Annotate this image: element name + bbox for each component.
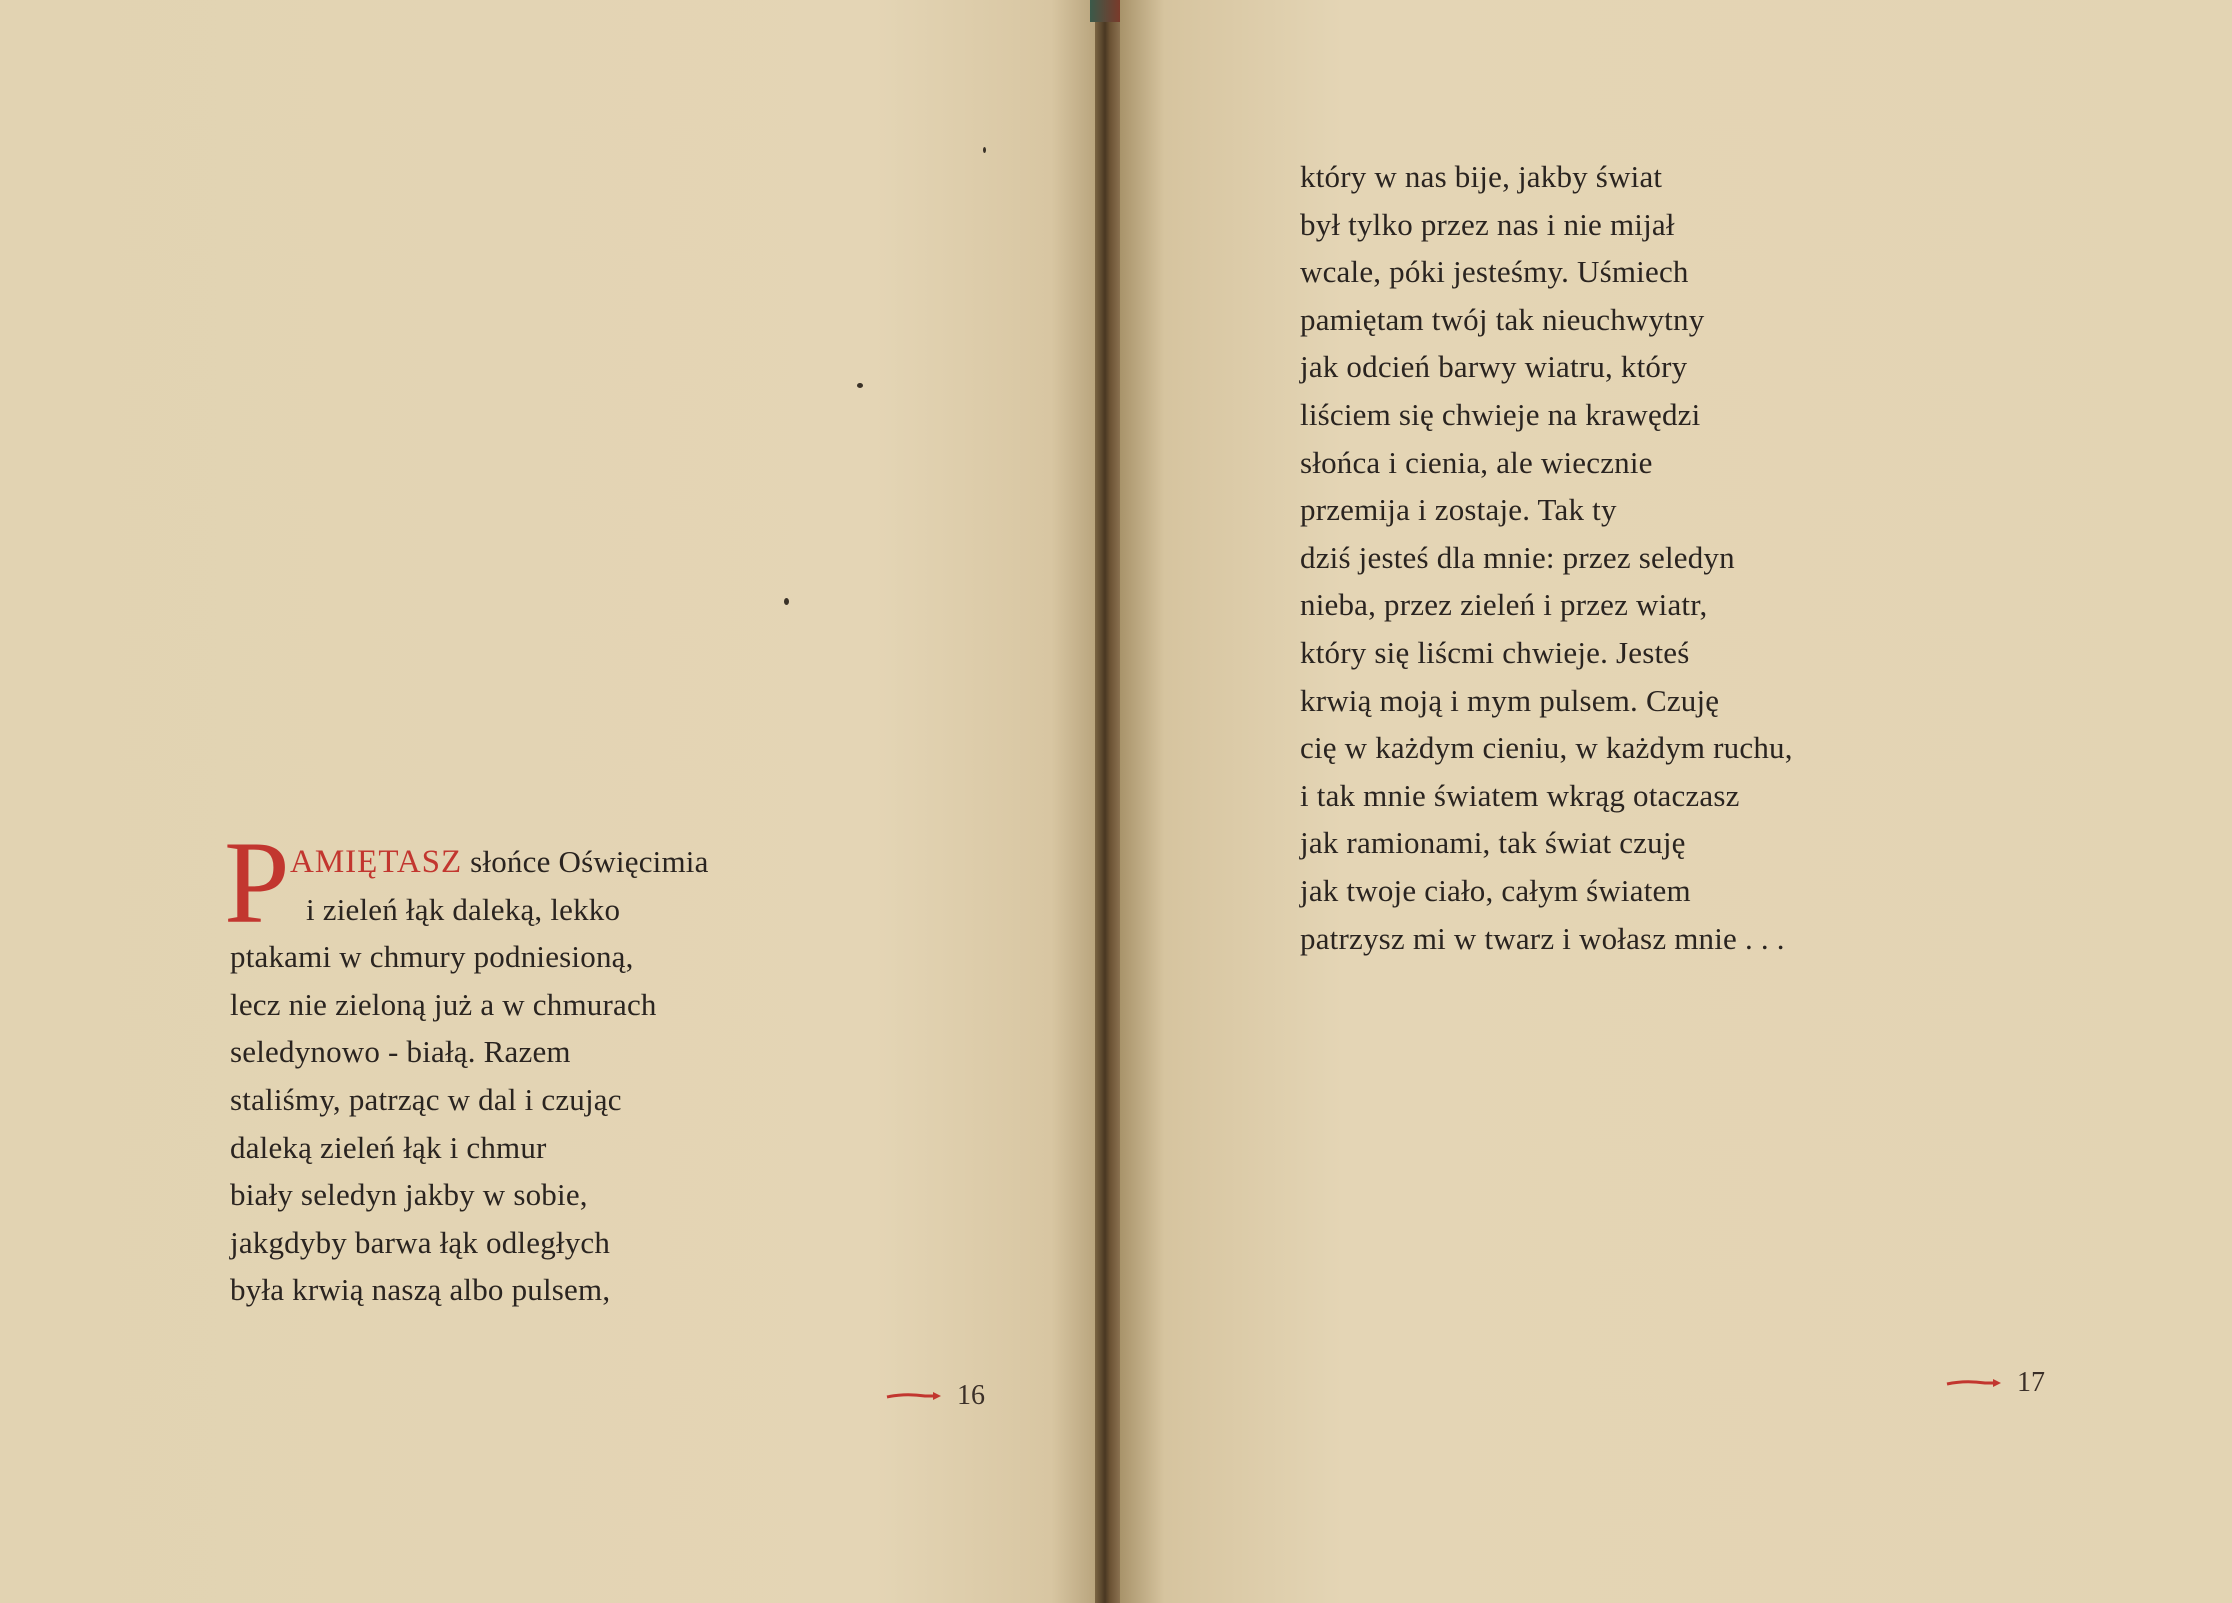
poem-line: który w nas bije, jakby świat <box>1300 159 1663 194</box>
poem-line: jak twoje ciało, całym światem <box>1300 872 1691 908</box>
left-page <box>0 0 1095 1603</box>
poem-line: staliśmy, patrząc w dal i czując <box>230 1081 622 1117</box>
poem-line <box>230 838 709 886</box>
poem-line: biały seledyn jakby w sobie, <box>230 1177 588 1213</box>
poem-line: i zieleń łąk daleką, lekko <box>306 891 621 927</box>
poem-line: liściem się chwieje na krawędzi <box>1300 396 1701 432</box>
poem-line: seledynowo - białą. Razem <box>230 1034 571 1070</box>
poem-line: krwią moją i mym pulsem. Czuję <box>1300 682 1720 718</box>
page-number-left <box>885 1380 985 1412</box>
poem-line: była krwią naszą albo pulsem, <box>230 1272 611 1308</box>
poem-line: daleką zieleń łąk i chmur <box>230 1129 547 1165</box>
poem-line: jak ramionami, tak świat czuję <box>1300 825 1686 861</box>
page-number: 16 <box>957 1380 985 1411</box>
poem-line: cię w każdym cieniu, w każdym ruchu, <box>1300 730 1793 766</box>
poem-line: nieba, przez zieleń i przez wiatr, <box>1300 587 1708 623</box>
poem-line: jakgdyby barwa łąk odległych <box>230 1224 611 1260</box>
poem-line: jak odcień barwy wiatru, który <box>1300 349 1688 385</box>
poem-line: i tak mnie światem wkrąg otaczasz <box>1300 777 1740 813</box>
poem-line: lecz nie zieloną już a w chmurach <box>230 986 657 1022</box>
poem-line: który się liścmi chwieje. Jesteś <box>1300 634 1690 670</box>
page-number-right <box>1945 1367 2045 1399</box>
poem-line: patrzysz mi w twarz i wołasz mnie . . . <box>1300 920 1785 956</box>
poem-line: wcale, póki jesteśmy. Uśmiech <box>1300 254 1689 290</box>
lead-line-rest: słońce Oświęcimia <box>470 844 709 879</box>
paper-speck <box>857 383 863 388</box>
folio-ornament-icon <box>885 1390 943 1402</box>
paper-speck <box>983 147 986 153</box>
page-number: 17 <box>2017 1367 2045 1398</box>
poem-line: pamiętam twój tak nieuchwytny <box>1300 301 1705 337</box>
folio-ornament-icon <box>1945 1377 2003 1389</box>
lead-word: AMIĘTASZ <box>290 844 463 880</box>
left-poem <box>230 838 709 1314</box>
poem-line: był tylko przez nas i nie mijał <box>1300 206 1675 242</box>
poem-line: przemija i zostaje. Tak ty <box>1300 492 1617 528</box>
paper-speck <box>784 598 789 605</box>
poem-line: słońca i cienia, ale wiecznie <box>1300 444 1653 480</box>
book-gutter <box>1095 0 1120 1603</box>
poem-line: dziś jesteś dla mnie: przez seledyn <box>1300 539 1735 575</box>
poem-line: ptakami w chmury podniesioną, <box>230 939 634 975</box>
right-poem <box>1300 153 1793 962</box>
drop-cap: P <box>224 817 290 948</box>
